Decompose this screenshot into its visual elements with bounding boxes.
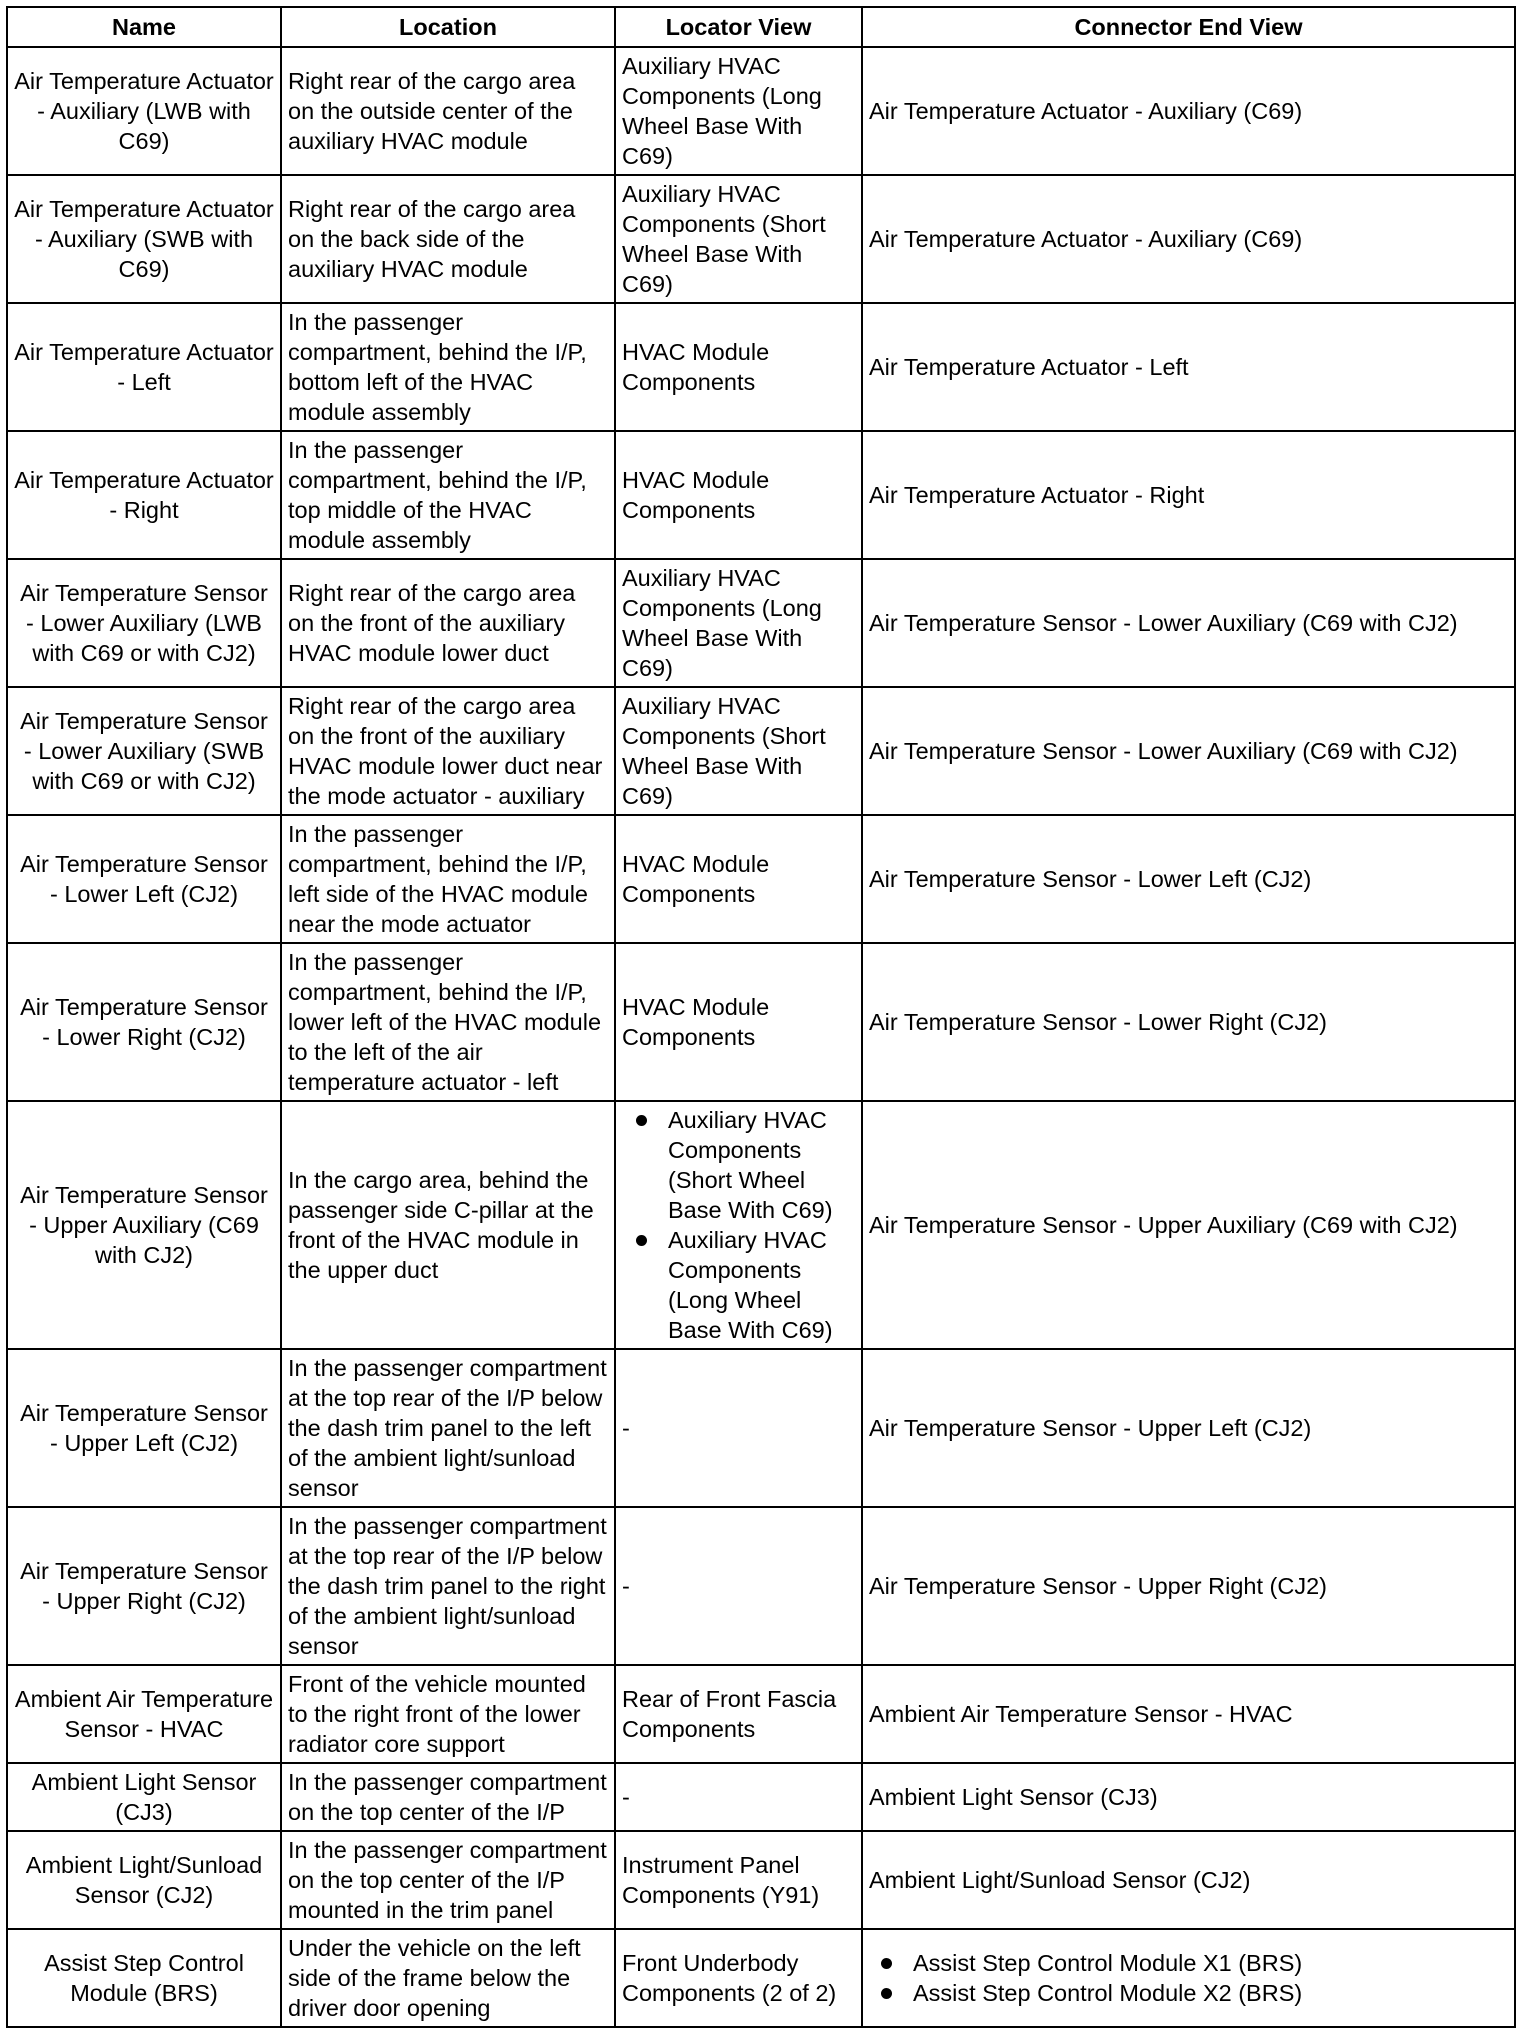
cell-locator-view: Rear of Front Fascia Components bbox=[615, 1665, 862, 1763]
cell-location: In the passenger compartment, behind the I/P, top middle of the HVAC module assembly bbox=[281, 431, 615, 559]
cell-name: Air Temperature Sensor - Lower Auxiliary (SWB with C69 or with CJ2) bbox=[7, 687, 281, 815]
connector-end-view-list bbox=[869, 1948, 1508, 2008]
cell-locator-view bbox=[615, 1101, 862, 1349]
table-row bbox=[7, 1665, 1515, 1763]
cell-location: In the passenger compartment, behind the I/P, left side of the HVAC module near the mode actuator bbox=[281, 815, 615, 943]
cell-locator-view: HVAC Module Components bbox=[615, 303, 862, 431]
table-row bbox=[7, 1349, 1515, 1507]
table-row bbox=[7, 559, 1515, 687]
cell-connector-end-view: Air Temperature Sensor - Upper Left (CJ2) bbox=[862, 1349, 1515, 1507]
list-item: Auxiliary HVAC Components (Long Wheel Base With C69) bbox=[668, 1225, 855, 1345]
cell-location: Right rear of the cargo area on the front of the auxiliary HVAC module lower duct near the mode actuator - auxiliary bbox=[281, 687, 615, 815]
cell-location: In the passenger compartment on the top center of the I/P bbox=[281, 1763, 615, 1831]
cell-locator-view: HVAC Module Components bbox=[615, 815, 862, 943]
cell-connector-end-view: Ambient Air Temperature Sensor - HVAC bbox=[862, 1665, 1515, 1763]
table-row bbox=[7, 815, 1515, 943]
cell-name: Air Temperature Actuator - Auxiliary (LWB with C69) bbox=[7, 47, 281, 175]
table-row bbox=[7, 175, 1515, 303]
connector-table-page bbox=[6, 6, 1514, 2028]
table-row bbox=[7, 1929, 1515, 2027]
cell-location: In the passenger compartment at the top rear of the I/P below the dash trim panel to the right of the ambient light/sunload sensor bbox=[281, 1507, 615, 1665]
table-row bbox=[7, 1831, 1515, 1929]
list-item: Auxiliary HVAC Components (Short Wheel Base With C69) bbox=[668, 1105, 855, 1225]
cell-location: Under the vehicle on the left side of the frame below the driver door opening bbox=[281, 1929, 615, 2027]
cell-locator-view: Auxiliary HVAC Components (Long Wheel Base With C69) bbox=[615, 47, 862, 175]
table-row bbox=[7, 1763, 1515, 1831]
cell-connector-end-view: Air Temperature Actuator - Auxiliary (C69) bbox=[862, 175, 1515, 303]
cell-locator-view: Auxiliary HVAC Components (Short Wheel Base With C69) bbox=[615, 175, 862, 303]
table-row bbox=[7, 1101, 1515, 1349]
cell-name: Air Temperature Sensor - Upper Left (CJ2) bbox=[7, 1349, 281, 1507]
cell-location: In the passenger compartment, behind the I/P, bottom left of the HVAC module assembly bbox=[281, 303, 615, 431]
cell-location: Right rear of the cargo area on the outside center of the auxiliary HVAC module bbox=[281, 47, 615, 175]
cell-connector-end-view: Air Temperature Sensor - Lower Auxiliary (C69 with CJ2) bbox=[862, 559, 1515, 687]
list-item: Assist Step Control Module X1 (BRS) bbox=[913, 1948, 1508, 1978]
table-row bbox=[7, 687, 1515, 815]
cell-connector-end-view bbox=[862, 1929, 1515, 2027]
table-header-row bbox=[7, 7, 1515, 47]
cell-locator-view: - bbox=[615, 1507, 862, 1665]
header-locator-view: Locator View bbox=[615, 7, 862, 47]
cell-connector-end-view: Air Temperature Sensor - Lower Left (CJ2) bbox=[862, 815, 1515, 943]
cell-name: Air Temperature Sensor - Lower Right (CJ2) bbox=[7, 943, 281, 1101]
cell-location: Front of the vehicle mounted to the right front of the lower radiator core support bbox=[281, 1665, 615, 1763]
cell-name: Ambient Light/Sunload Sensor (CJ2) bbox=[7, 1831, 281, 1929]
cell-connector-end-view: Air Temperature Sensor - Lower Auxiliary (C69 with CJ2) bbox=[862, 687, 1515, 815]
table-row bbox=[7, 431, 1515, 559]
cell-location: Right rear of the cargo area on the back side of the auxiliary HVAC module bbox=[281, 175, 615, 303]
cell-name: Air Temperature Actuator - Right bbox=[7, 431, 281, 559]
list-item: Assist Step Control Module X2 (BRS) bbox=[913, 1978, 1508, 2008]
cell-locator-view: Auxiliary HVAC Components (Short Wheel Base With C69) bbox=[615, 687, 862, 815]
cell-name: Assist Step Control Module (BRS) bbox=[7, 1929, 281, 2027]
cell-name: Ambient Light Sensor (CJ3) bbox=[7, 1763, 281, 1831]
cell-name: Air Temperature Actuator - Left bbox=[7, 303, 281, 431]
cell-locator-view: HVAC Module Components bbox=[615, 943, 862, 1101]
table-row bbox=[7, 943, 1515, 1101]
cell-name: Air Temperature Sensor - Upper Auxiliary (C69 with CJ2) bbox=[7, 1101, 281, 1349]
cell-location: Right rear of the cargo area on the front of the auxiliary HVAC module lower duct bbox=[281, 559, 615, 687]
cell-connector-end-view: Ambient Light Sensor (CJ3) bbox=[862, 1763, 1515, 1831]
header-name: Name bbox=[7, 7, 281, 47]
cell-name: Air Temperature Actuator - Auxiliary (SWB with C69) bbox=[7, 175, 281, 303]
cell-connector-end-view: Air Temperature Sensor - Upper Right (CJ2) bbox=[862, 1507, 1515, 1665]
cell-location: In the passenger compartment on the top center of the I/P mounted in the trim panel bbox=[281, 1831, 615, 1929]
cell-connector-end-view: Ambient Light/Sunload Sensor (CJ2) bbox=[862, 1831, 1515, 1929]
locator-view-list bbox=[622, 1105, 855, 1345]
cell-name: Ambient Air Temperature Sensor - HVAC bbox=[7, 1665, 281, 1763]
table-row bbox=[7, 303, 1515, 431]
cell-connector-end-view: Air Temperature Actuator - Auxiliary (C69) bbox=[862, 47, 1515, 175]
cell-locator-view: Auxiliary HVAC Components (Long Wheel Base With C69) bbox=[615, 559, 862, 687]
cell-name: Air Temperature Sensor - Lower Left (CJ2) bbox=[7, 815, 281, 943]
cell-connector-end-view: Air Temperature Sensor - Lower Right (CJ2) bbox=[862, 943, 1515, 1101]
cell-connector-end-view: Air Temperature Actuator - Left bbox=[862, 303, 1515, 431]
cell-name: Air Temperature Sensor - Lower Auxiliary (LWB with C69 or with CJ2) bbox=[7, 559, 281, 687]
cell-location: In the passenger compartment, behind the I/P, lower left of the HVAC module to the left of the air temperature actuator - left bbox=[281, 943, 615, 1101]
cell-locator-view: Instrument Panel Components (Y91) bbox=[615, 1831, 862, 1929]
cell-locator-view: - bbox=[615, 1763, 862, 1831]
cell-name: Air Temperature Sensor - Upper Right (CJ2) bbox=[7, 1507, 281, 1665]
header-location: Location bbox=[281, 7, 615, 47]
cell-locator-view: Front Underbody Components (2 of 2) bbox=[615, 1929, 862, 2027]
cell-location: In the cargo area, behind the passenger side C-pillar at the front of the HVAC module in the upper duct bbox=[281, 1101, 615, 1349]
cell-locator-view: HVAC Module Components bbox=[615, 431, 862, 559]
component-locator-table bbox=[6, 6, 1516, 2028]
table-row bbox=[7, 1507, 1515, 1665]
cell-locator-view: - bbox=[615, 1349, 862, 1507]
cell-connector-end-view: Air Temperature Actuator - Right bbox=[862, 431, 1515, 559]
header-connector-end-view: Connector End View bbox=[862, 7, 1515, 47]
cell-location: In the passenger compartment at the top rear of the I/P below the dash trim panel to the left of the ambient light/sunload sensor bbox=[281, 1349, 615, 1507]
table-row bbox=[7, 47, 1515, 175]
cell-connector-end-view: Air Temperature Sensor - Upper Auxiliary (C69 with CJ2) bbox=[862, 1101, 1515, 1349]
